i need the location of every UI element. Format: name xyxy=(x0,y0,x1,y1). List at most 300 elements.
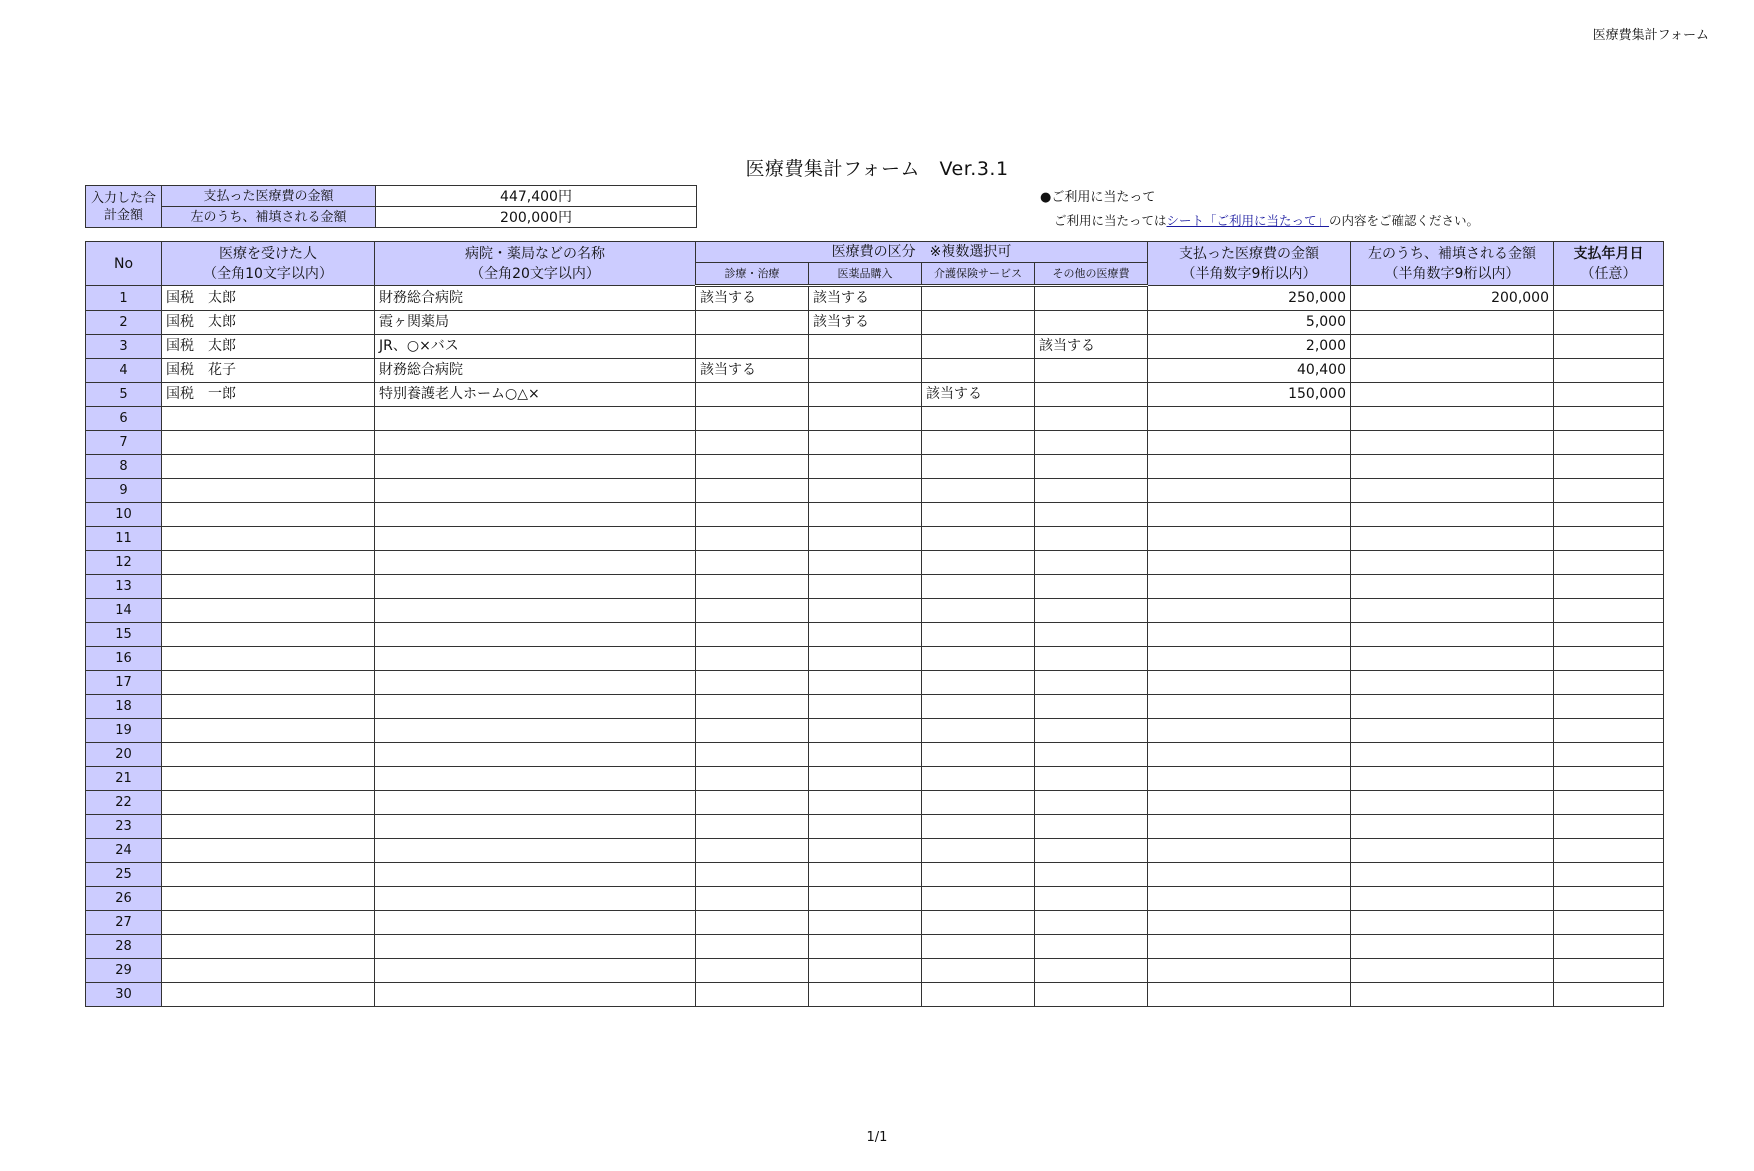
cell-cat-medicine[interactable] xyxy=(809,479,922,503)
cell-cat-other[interactable] xyxy=(1035,911,1148,935)
cell-cat-treatment[interactable] xyxy=(696,959,809,983)
cell-cat-medicine[interactable] xyxy=(809,959,922,983)
cell-cat-medicine[interactable] xyxy=(809,335,922,359)
cell-reimbursed-amount[interactable] xyxy=(1351,911,1554,935)
cell-hospital[interactable]: 特別養護老人ホーム○△× xyxy=(375,383,696,407)
col-header-hospital-note: （全角20文字以内） xyxy=(470,265,600,282)
row-number: 20 xyxy=(86,743,162,767)
cell-cat-care[interactable] xyxy=(922,863,1035,887)
cell-cat-medicine[interactable] xyxy=(809,623,922,647)
cell-cat-care[interactable] xyxy=(922,719,1035,743)
cell-cat-treatment[interactable] xyxy=(696,527,809,551)
cell-payment-date[interactable] xyxy=(1554,767,1664,791)
cell-cat-medicine[interactable] xyxy=(809,503,922,527)
cell-cat-other[interactable] xyxy=(1035,455,1148,479)
cell-paid-amount[interactable]: 150,000 xyxy=(1148,383,1351,407)
cell-payment-date[interactable] xyxy=(1554,527,1664,551)
cell-cat-medicine[interactable] xyxy=(809,887,922,911)
cell-cat-treatment[interactable] xyxy=(696,503,809,527)
cell-payment-date[interactable] xyxy=(1554,407,1664,431)
cell-person[interactable] xyxy=(162,455,375,479)
cell-person[interactable]: 国税 花子 xyxy=(162,359,375,383)
table-row xyxy=(86,503,1664,527)
cell-cat-other[interactable] xyxy=(1035,311,1148,335)
cell-cat-other[interactable] xyxy=(1035,839,1148,863)
cell-cat-care[interactable] xyxy=(922,286,1035,311)
col-header-hospital xyxy=(375,242,696,286)
cell-person[interactable] xyxy=(162,695,375,719)
row-number: 21 xyxy=(86,767,162,791)
cell-cat-treatment[interactable] xyxy=(696,671,809,695)
cell-cat-medicine[interactable] xyxy=(809,743,922,767)
cell-paid-amount[interactable] xyxy=(1148,839,1351,863)
cell-paid-amount[interactable] xyxy=(1148,599,1351,623)
cell-reimbursed-amount[interactable]: 200,000 xyxy=(1351,286,1554,311)
cell-reimbursed-amount[interactable] xyxy=(1351,935,1554,959)
cell-cat-other[interactable] xyxy=(1035,791,1148,815)
cell-reimbursed-amount[interactable] xyxy=(1351,527,1554,551)
cell-reimbursed-amount[interactable] xyxy=(1351,887,1554,911)
summary-table xyxy=(85,185,697,228)
cell-hospital[interactable] xyxy=(375,719,696,743)
cell-cat-treatment[interactable]: 該当する xyxy=(696,286,809,311)
cell-hospital[interactable] xyxy=(375,623,696,647)
cell-cat-care[interactable] xyxy=(922,335,1035,359)
cell-paid-amount[interactable] xyxy=(1148,623,1351,647)
cell-cat-medicine[interactable] xyxy=(809,599,922,623)
cell-hospital[interactable] xyxy=(375,839,696,863)
cell-paid-amount[interactable]: 40,400 xyxy=(1148,359,1351,383)
cell-cat-treatment[interactable] xyxy=(696,431,809,455)
cell-hospital[interactable] xyxy=(375,767,696,791)
cell-payment-date[interactable] xyxy=(1554,791,1664,815)
row-number: 10 xyxy=(86,503,162,527)
cell-payment-date[interactable] xyxy=(1554,887,1664,911)
cell-paid-amount[interactable] xyxy=(1148,407,1351,431)
cell-cat-medicine[interactable] xyxy=(809,647,922,671)
cell-payment-date[interactable] xyxy=(1554,455,1664,479)
cell-hospital[interactable] xyxy=(375,503,696,527)
cell-payment-date[interactable] xyxy=(1554,311,1664,335)
cell-reimbursed-amount[interactable] xyxy=(1351,407,1554,431)
cell-person[interactable]: 国税 太郎 xyxy=(162,311,375,335)
cell-cat-treatment[interactable] xyxy=(696,887,809,911)
cell-reimbursed-amount[interactable] xyxy=(1351,791,1554,815)
cell-reimbursed-amount[interactable] xyxy=(1351,359,1554,383)
table-row xyxy=(86,575,1664,599)
cell-cat-other[interactable] xyxy=(1035,431,1148,455)
cell-paid-amount[interactable] xyxy=(1148,431,1351,455)
cell-cat-other[interactable] xyxy=(1035,551,1148,575)
cell-paid-amount[interactable] xyxy=(1148,911,1351,935)
cell-paid-amount[interactable] xyxy=(1148,647,1351,671)
cell-reimbursed-amount[interactable] xyxy=(1351,815,1554,839)
cell-person[interactable] xyxy=(162,551,375,575)
cell-hospital[interactable]: JR、○×バス xyxy=(375,335,696,359)
cell-cat-treatment[interactable] xyxy=(696,695,809,719)
cell-paid-amount[interactable] xyxy=(1148,503,1351,527)
cell-person[interactable] xyxy=(162,887,375,911)
cell-cat-treatment[interactable] xyxy=(696,647,809,671)
cell-cat-care[interactable] xyxy=(922,359,1035,383)
cell-paid-amount[interactable] xyxy=(1148,887,1351,911)
cell-person[interactable] xyxy=(162,791,375,815)
cell-cat-care[interactable] xyxy=(922,767,1035,791)
cell-cat-treatment[interactable] xyxy=(696,575,809,599)
cell-paid-amount[interactable] xyxy=(1148,743,1351,767)
cell-cat-care[interactable] xyxy=(922,455,1035,479)
cell-cat-care[interactable] xyxy=(922,527,1035,551)
cell-person[interactable] xyxy=(162,599,375,623)
cell-cat-other[interactable] xyxy=(1035,383,1148,407)
cell-person[interactable] xyxy=(162,647,375,671)
cell-paid-amount[interactable] xyxy=(1148,767,1351,791)
col-header-date xyxy=(1554,242,1664,286)
cell-person[interactable] xyxy=(162,719,375,743)
cell-reimbursed-amount[interactable] xyxy=(1351,839,1554,863)
cell-payment-date[interactable] xyxy=(1554,983,1664,1007)
col-header-reimbursed-note: （半角数字9桁以内） xyxy=(1384,265,1520,282)
cell-hospital[interactable] xyxy=(375,959,696,983)
cell-cat-treatment[interactable] xyxy=(696,935,809,959)
cell-reimbursed-amount[interactable] xyxy=(1351,383,1554,407)
cell-reimbursed-amount[interactable] xyxy=(1351,623,1554,647)
cell-payment-date[interactable] xyxy=(1554,863,1664,887)
cell-cat-medicine[interactable] xyxy=(809,911,922,935)
table-row xyxy=(86,911,1664,935)
cell-cat-care[interactable] xyxy=(922,431,1035,455)
cell-cat-care[interactable] xyxy=(922,647,1035,671)
cell-person[interactable] xyxy=(162,575,375,599)
cell-reimbursed-amount[interactable] xyxy=(1351,959,1554,983)
cell-cat-other[interactable] xyxy=(1035,286,1148,311)
cell-payment-date[interactable] xyxy=(1554,335,1664,359)
cell-hospital[interactable] xyxy=(375,863,696,887)
cell-paid-amount[interactable] xyxy=(1148,935,1351,959)
cell-reimbursed-amount[interactable] xyxy=(1351,575,1554,599)
cell-payment-date[interactable] xyxy=(1554,383,1664,407)
cell-cat-other[interactable] xyxy=(1035,983,1148,1007)
cell-cat-medicine[interactable] xyxy=(809,431,922,455)
cell-reimbursed-amount[interactable] xyxy=(1351,335,1554,359)
cell-cat-medicine[interactable]: 該当する xyxy=(809,286,922,311)
cell-cat-other[interactable] xyxy=(1035,935,1148,959)
cell-cat-other[interactable] xyxy=(1035,887,1148,911)
cell-cat-other[interactable] xyxy=(1035,407,1148,431)
cell-cat-care[interactable] xyxy=(922,407,1035,431)
cell-reimbursed-amount[interactable] xyxy=(1351,767,1554,791)
cell-person[interactable] xyxy=(162,623,375,647)
cell-cat-care[interactable] xyxy=(922,503,1035,527)
cell-cat-care[interactable] xyxy=(922,911,1035,935)
cell-paid-amount[interactable] xyxy=(1148,815,1351,839)
cell-reimbursed-amount[interactable] xyxy=(1351,983,1554,1007)
cell-person[interactable] xyxy=(162,527,375,551)
cell-paid-amount[interactable] xyxy=(1148,551,1351,575)
col-header-paid-note: （半角数字9桁以内） xyxy=(1181,265,1317,282)
cell-person[interactable] xyxy=(162,743,375,767)
cell-payment-date[interactable] xyxy=(1554,671,1664,695)
cell-cat-other[interactable] xyxy=(1035,767,1148,791)
cell-cat-treatment[interactable] xyxy=(696,551,809,575)
cell-cat-medicine[interactable] xyxy=(809,383,922,407)
cell-payment-date[interactable] xyxy=(1554,503,1664,527)
cell-cat-other[interactable] xyxy=(1035,863,1148,887)
cell-payment-date[interactable] xyxy=(1554,551,1664,575)
page-number: 1/1 xyxy=(866,1130,888,1145)
cell-cat-care[interactable] xyxy=(922,599,1035,623)
row-number: 23 xyxy=(86,815,162,839)
cell-cat-other[interactable] xyxy=(1035,359,1148,383)
cell-cat-care[interactable] xyxy=(922,743,1035,767)
cell-cat-medicine[interactable] xyxy=(809,839,922,863)
cell-cat-other[interactable] xyxy=(1035,623,1148,647)
cell-reimbursed-amount[interactable] xyxy=(1351,695,1554,719)
cell-cat-care[interactable] xyxy=(922,479,1035,503)
cell-person[interactable] xyxy=(162,503,375,527)
row-number: 12 xyxy=(86,551,162,575)
cell-person[interactable] xyxy=(162,839,375,863)
usage-sheet-link[interactable]: シート「ご利用に当たって」 xyxy=(1166,213,1330,228)
cell-cat-care[interactable] xyxy=(922,311,1035,335)
cell-cat-medicine[interactable]: 該当する xyxy=(809,311,922,335)
cell-cat-treatment[interactable] xyxy=(696,311,809,335)
cell-cat-medicine[interactable] xyxy=(809,455,922,479)
cell-cat-care[interactable] xyxy=(922,935,1035,959)
cell-reimbursed-amount[interactable] xyxy=(1351,311,1554,335)
cell-cat-medicine[interactable] xyxy=(809,983,922,1007)
cell-hospital[interactable] xyxy=(375,599,696,623)
cell-hospital[interactable] xyxy=(375,887,696,911)
cell-payment-date[interactable] xyxy=(1554,959,1664,983)
summary-label-paid: 支払った医療費の金額 xyxy=(162,186,376,207)
cell-payment-date[interactable] xyxy=(1554,479,1664,503)
cell-reimbursed-amount[interactable] xyxy=(1351,455,1554,479)
cell-person[interactable]: 国税 一郎 xyxy=(162,383,375,407)
cell-cat-treatment[interactable] xyxy=(696,983,809,1007)
cell-person[interactable]: 国税 太郎 xyxy=(162,335,375,359)
table-row xyxy=(86,551,1664,575)
cell-cat-treatment[interactable] xyxy=(696,455,809,479)
cell-cat-treatment[interactable] xyxy=(696,383,809,407)
cell-paid-amount[interactable] xyxy=(1148,575,1351,599)
cell-cat-other[interactable]: 該当する xyxy=(1035,335,1148,359)
row-number: 13 xyxy=(86,575,162,599)
cell-hospital[interactable] xyxy=(375,815,696,839)
cell-reimbursed-amount[interactable] xyxy=(1351,863,1554,887)
sheet-header-title: 医療費集計フォーム xyxy=(1592,28,1709,43)
cell-cat-medicine[interactable] xyxy=(809,767,922,791)
cell-cat-medicine[interactable] xyxy=(809,359,922,383)
cell-payment-date[interactable] xyxy=(1554,599,1664,623)
cell-person[interactable] xyxy=(162,983,375,1007)
cell-payment-date[interactable] xyxy=(1554,839,1664,863)
cell-person[interactable] xyxy=(162,863,375,887)
cell-cat-treatment[interactable] xyxy=(696,767,809,791)
table-row xyxy=(86,983,1664,1007)
cell-hospital[interactable] xyxy=(375,911,696,935)
cell-hospital[interactable] xyxy=(375,647,696,671)
cell-cat-other[interactable] xyxy=(1035,815,1148,839)
cell-cat-care[interactable] xyxy=(922,887,1035,911)
cell-paid-amount[interactable] xyxy=(1148,527,1351,551)
cell-cat-medicine[interactable] xyxy=(809,575,922,599)
cell-cat-care[interactable] xyxy=(922,791,1035,815)
cell-cat-treatment[interactable] xyxy=(696,335,809,359)
cell-cat-medicine[interactable] xyxy=(809,935,922,959)
cell-cat-other[interactable] xyxy=(1035,479,1148,503)
cell-cat-other[interactable] xyxy=(1035,959,1148,983)
cell-hospital[interactable]: 霞ヶ関薬局 xyxy=(375,311,696,335)
cell-paid-amount[interactable] xyxy=(1148,719,1351,743)
cell-person[interactable]: 国税 太郎 xyxy=(162,286,375,311)
cell-payment-date[interactable] xyxy=(1554,623,1664,647)
cell-cat-other[interactable] xyxy=(1035,743,1148,767)
cell-cat-medicine[interactable] xyxy=(809,407,922,431)
cell-cat-other[interactable] xyxy=(1035,647,1148,671)
cell-hospital[interactable] xyxy=(375,983,696,1007)
row-number: 18 xyxy=(86,695,162,719)
cell-cat-treatment[interactable] xyxy=(696,407,809,431)
cell-payment-date[interactable] xyxy=(1554,647,1664,671)
cell-cat-other[interactable] xyxy=(1035,671,1148,695)
table-row xyxy=(86,767,1664,791)
cell-person[interactable] xyxy=(162,431,375,455)
cell-cat-treatment[interactable] xyxy=(696,479,809,503)
cell-hospital[interactable] xyxy=(375,743,696,767)
row-number: 3 xyxy=(86,335,162,359)
cell-paid-amount[interactable]: 5,000 xyxy=(1148,311,1351,335)
cell-cat-treatment[interactable] xyxy=(696,911,809,935)
cell-reimbursed-amount[interactable] xyxy=(1351,431,1554,455)
cell-person[interactable] xyxy=(162,815,375,839)
cell-cat-care[interactable] xyxy=(922,551,1035,575)
cell-payment-date[interactable] xyxy=(1554,743,1664,767)
cell-hospital[interactable] xyxy=(375,431,696,455)
cell-hospital[interactable] xyxy=(375,575,696,599)
cell-person[interactable] xyxy=(162,767,375,791)
cell-reimbursed-amount[interactable] xyxy=(1351,719,1554,743)
cell-paid-amount[interactable]: 2,000 xyxy=(1148,335,1351,359)
cell-reimbursed-amount[interactable] xyxy=(1351,647,1554,671)
cell-payment-date[interactable] xyxy=(1554,575,1664,599)
cell-cat-medicine[interactable] xyxy=(809,815,922,839)
cell-cat-care[interactable] xyxy=(922,983,1035,1007)
cell-cat-treatment[interactable]: 該当する xyxy=(696,359,809,383)
cell-hospital[interactable] xyxy=(375,671,696,695)
cell-cat-treatment[interactable] xyxy=(696,599,809,623)
cell-cat-care[interactable] xyxy=(922,623,1035,647)
cell-payment-date[interactable] xyxy=(1554,286,1664,311)
cell-reimbursed-amount[interactable] xyxy=(1351,503,1554,527)
cell-hospital[interactable]: 財務総合病院 xyxy=(375,286,696,311)
cell-person[interactable] xyxy=(162,911,375,935)
cell-reimbursed-amount[interactable] xyxy=(1351,599,1554,623)
cell-person[interactable] xyxy=(162,671,375,695)
cell-paid-amount[interactable] xyxy=(1148,671,1351,695)
cell-cat-medicine[interactable] xyxy=(809,695,922,719)
cell-hospital[interactable] xyxy=(375,791,696,815)
cell-person[interactable] xyxy=(162,407,375,431)
cell-cat-treatment[interactable] xyxy=(696,719,809,743)
cell-paid-amount[interactable] xyxy=(1148,863,1351,887)
cell-hospital[interactable] xyxy=(375,479,696,503)
col-header-paid xyxy=(1148,242,1351,286)
cell-hospital[interactable] xyxy=(375,455,696,479)
cell-paid-amount[interactable] xyxy=(1148,695,1351,719)
cell-cat-treatment[interactable] xyxy=(696,791,809,815)
cell-cat-other[interactable] xyxy=(1035,719,1148,743)
cell-cat-treatment[interactable] xyxy=(696,743,809,767)
cell-cat-treatment[interactable] xyxy=(696,839,809,863)
cell-reimbursed-amount[interactable] xyxy=(1351,671,1554,695)
cell-cat-medicine[interactable] xyxy=(809,719,922,743)
cell-reimbursed-amount[interactable] xyxy=(1351,479,1554,503)
cell-person[interactable] xyxy=(162,479,375,503)
cell-cat-treatment[interactable] xyxy=(696,863,809,887)
summary-value-paid: 447,400円 xyxy=(376,186,697,207)
cell-cat-care[interactable] xyxy=(922,671,1035,695)
cell-hospital[interactable]: 財務総合病院 xyxy=(375,359,696,383)
cell-cat-other[interactable] xyxy=(1035,599,1148,623)
cell-payment-date[interactable] xyxy=(1554,359,1664,383)
cell-reimbursed-amount[interactable] xyxy=(1351,743,1554,767)
cell-cat-care[interactable] xyxy=(922,575,1035,599)
cell-paid-amount[interactable] xyxy=(1148,791,1351,815)
cell-cat-treatment[interactable] xyxy=(696,623,809,647)
cell-paid-amount[interactable] xyxy=(1148,983,1351,1007)
cell-cat-treatment[interactable] xyxy=(696,815,809,839)
cell-cat-other[interactable] xyxy=(1035,503,1148,527)
col-header-cat-treatment: 診療・治療 xyxy=(696,263,809,286)
cell-cat-other[interactable] xyxy=(1035,575,1148,599)
cell-cat-care[interactable] xyxy=(922,839,1035,863)
row-number: 19 xyxy=(86,719,162,743)
cell-person[interactable] xyxy=(162,935,375,959)
cell-hospital[interactable] xyxy=(375,551,696,575)
cell-cat-medicine[interactable] xyxy=(809,791,922,815)
table-row xyxy=(86,431,1664,455)
cell-person[interactable] xyxy=(162,959,375,983)
cell-payment-date[interactable] xyxy=(1554,431,1664,455)
cell-payment-date[interactable] xyxy=(1554,911,1664,935)
cell-paid-amount[interactable] xyxy=(1148,455,1351,479)
cell-hospital[interactable] xyxy=(375,695,696,719)
cell-cat-other[interactable] xyxy=(1035,695,1148,719)
cell-payment-date[interactable] xyxy=(1554,695,1664,719)
cell-paid-amount[interactable] xyxy=(1148,479,1351,503)
cell-payment-date[interactable] xyxy=(1554,719,1664,743)
table-row xyxy=(86,935,1664,959)
cell-cat-care[interactable] xyxy=(922,815,1035,839)
cell-payment-date[interactable] xyxy=(1554,815,1664,839)
cell-hospital[interactable] xyxy=(375,935,696,959)
cell-cat-other[interactable] xyxy=(1035,527,1148,551)
cell-cat-medicine[interactable] xyxy=(809,671,922,695)
cell-cat-care[interactable] xyxy=(922,959,1035,983)
cell-cat-medicine[interactable] xyxy=(809,863,922,887)
cell-cat-care[interactable]: 該当する xyxy=(922,383,1035,407)
cell-hospital[interactable] xyxy=(375,527,696,551)
cell-paid-amount[interactable]: 250,000 xyxy=(1148,286,1351,311)
cell-paid-amount[interactable] xyxy=(1148,959,1351,983)
cell-reimbursed-amount[interactable] xyxy=(1351,551,1554,575)
cell-cat-medicine[interactable] xyxy=(809,551,922,575)
cell-payment-date[interactable] xyxy=(1554,935,1664,959)
cell-cat-medicine[interactable] xyxy=(809,527,922,551)
cell-hospital[interactable] xyxy=(375,407,696,431)
cell-cat-care[interactable] xyxy=(922,695,1035,719)
